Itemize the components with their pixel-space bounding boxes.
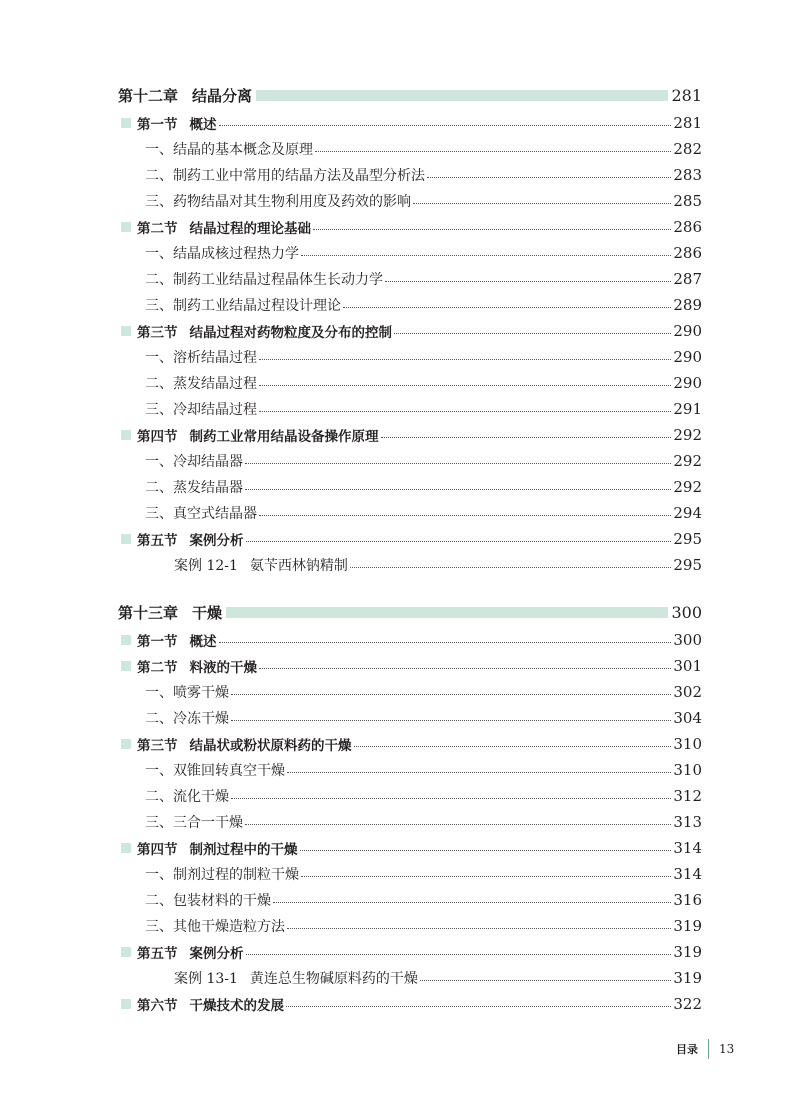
toc-item[interactable] xyxy=(118,679,702,705)
page-number: 286 xyxy=(673,244,702,262)
section-marker-icon xyxy=(121,661,131,671)
toc-section[interactable] xyxy=(118,835,702,861)
page-number: 304 xyxy=(673,709,702,727)
dot-leader xyxy=(259,359,671,360)
page-number: 319 xyxy=(673,943,702,961)
section-number: 第二节 xyxy=(137,660,178,676)
dot-leader xyxy=(231,798,671,799)
toc-item[interactable] xyxy=(118,887,702,913)
toc-section[interactable] xyxy=(118,731,702,757)
toc-section[interactable] xyxy=(118,318,702,344)
item-title: 一、双锥回转真空干燥 xyxy=(145,763,285,779)
toc-section[interactable] xyxy=(118,653,702,679)
item-title: 三、真空式结晶器 xyxy=(145,506,257,522)
page-number: 289 xyxy=(673,296,702,314)
toc-item[interactable] xyxy=(118,396,702,422)
dot-leader xyxy=(420,980,671,981)
toc-section[interactable] xyxy=(118,110,702,136)
section-title: 案例分析 xyxy=(189,533,244,549)
item-title: 一、结晶的基本概念及原理 xyxy=(145,142,313,158)
dot-leader xyxy=(354,746,672,747)
section-title: 干燥技术的发展 xyxy=(189,998,284,1014)
item-title: 二、包装材料的干燥 xyxy=(145,893,271,909)
toc-section[interactable] xyxy=(118,991,702,1017)
dot-leader xyxy=(300,850,672,851)
section-title: 结晶过程的理论基础 xyxy=(189,221,311,237)
page-number: 292 xyxy=(673,452,702,470)
dot-leader xyxy=(315,151,671,152)
toc-item[interactable] xyxy=(118,292,702,318)
item-title: 三、药物结晶对其生物利用度及药效的影响 xyxy=(145,194,411,210)
toc-section[interactable] xyxy=(118,214,702,240)
section-number: 第四节 xyxy=(137,429,178,445)
dot-leader xyxy=(394,333,671,334)
section-title: 概述 xyxy=(189,634,217,650)
section-number: 第一节 xyxy=(137,117,178,133)
page-number: 295 xyxy=(673,556,702,574)
page-number: 301 xyxy=(673,657,702,675)
section-title: 制药工业常用结晶设备操作原理 xyxy=(189,429,379,445)
toc-item[interactable] xyxy=(118,370,702,396)
chapter-heading[interactable] xyxy=(118,82,702,108)
dot-leader xyxy=(259,515,671,516)
section-title: 结晶过程对药物粒度及分布的控制 xyxy=(189,325,392,341)
dot-leader xyxy=(301,876,671,877)
chapter-accent-bar xyxy=(226,607,668,618)
item-title: 一、结晶成核过程热力学 xyxy=(145,246,299,262)
toc-item[interactable] xyxy=(118,448,702,474)
toc-item[interactable] xyxy=(118,809,702,835)
footer-label: 目录 xyxy=(676,1043,698,1056)
page-number: 292 xyxy=(673,426,702,444)
case-title: 氨苄西林钠精制 xyxy=(249,558,348,574)
page-number: 300 xyxy=(673,631,702,649)
chapter-title: 干燥 xyxy=(192,603,223,622)
dot-leader xyxy=(259,668,671,669)
section-marker-icon xyxy=(121,843,131,853)
chapter-title: 结晶分离 xyxy=(192,86,253,105)
toc-item[interactable] xyxy=(118,705,702,731)
page-number: 316 xyxy=(673,891,702,909)
toc-item[interactable] xyxy=(118,861,702,887)
item-title: 一、溶析结晶过程 xyxy=(145,350,257,366)
section-marker-icon xyxy=(121,430,131,440)
page-number: 314 xyxy=(673,839,702,857)
toc-item[interactable] xyxy=(118,162,702,188)
section-marker-icon xyxy=(121,222,131,232)
page-footer xyxy=(676,1038,734,1060)
case-number: 案例 13-1 xyxy=(174,971,238,987)
toc-item[interactable] xyxy=(118,266,702,292)
page-number: 294 xyxy=(673,504,702,522)
toc-section[interactable] xyxy=(118,526,702,552)
page-number: 285 xyxy=(673,192,702,210)
dot-leader xyxy=(231,694,671,695)
chapter-gap xyxy=(118,578,702,599)
item-title: 三、制药工业结晶过程设计理论 xyxy=(145,298,341,314)
toc-item[interactable] xyxy=(118,500,702,526)
section-title: 制剂过程中的干燥 xyxy=(189,842,298,858)
dot-leader xyxy=(259,411,671,412)
toc-item[interactable] xyxy=(118,240,702,266)
dot-leader xyxy=(245,489,671,490)
item-title: 二、蒸发结晶器 xyxy=(145,480,243,496)
section-number: 第六节 xyxy=(137,998,178,1014)
section-marker-icon xyxy=(121,739,131,749)
section-marker-icon xyxy=(121,326,131,336)
page-number: 282 xyxy=(673,140,702,158)
dot-leader xyxy=(259,385,671,386)
dot-leader xyxy=(273,902,671,903)
dot-leader xyxy=(413,203,671,204)
dot-leader xyxy=(287,772,671,773)
section-number: 第五节 xyxy=(137,946,178,962)
page-number: 302 xyxy=(673,683,702,701)
item-title: 二、冷冻干燥 xyxy=(145,711,229,727)
section-marker-icon xyxy=(121,999,131,1009)
dot-leader xyxy=(313,229,671,230)
footer-page-number: 13 xyxy=(719,1042,735,1056)
section-marker-icon xyxy=(121,635,131,645)
item-title: 二、蒸发结晶过程 xyxy=(145,376,257,392)
item-title: 二、制药工业结晶过程晶体生长动力学 xyxy=(145,272,383,288)
section-marker-icon xyxy=(121,118,131,128)
section-title: 概述 xyxy=(189,117,217,133)
page-number: 290 xyxy=(673,322,702,340)
item-title: 三、冷却结晶过程 xyxy=(145,402,257,418)
footer-divider xyxy=(708,1039,709,1059)
item-title: 三、三合一干燥 xyxy=(145,815,243,831)
section-title: 案例分析 xyxy=(189,946,244,962)
item-title: 二、流化干燥 xyxy=(145,789,229,805)
toc-item[interactable] xyxy=(118,188,702,214)
section-marker-icon xyxy=(121,534,131,544)
section-number: 第五节 xyxy=(137,533,178,549)
page-number: 313 xyxy=(673,813,702,831)
item-title: 一、冷却结晶器 xyxy=(145,454,243,470)
case-title: 黄连总生物碱原料药的干燥 xyxy=(249,971,418,987)
toc-item[interactable] xyxy=(118,136,702,162)
dot-leader xyxy=(246,954,672,955)
page-number: 310 xyxy=(673,761,702,779)
item-title: 一、喷雾干燥 xyxy=(145,685,229,701)
toc-item[interactable] xyxy=(118,344,702,370)
case-number: 案例 12-1 xyxy=(174,558,238,574)
chapter-page: 281 xyxy=(671,85,702,105)
dot-leader xyxy=(343,307,671,308)
dot-leader xyxy=(350,567,671,568)
dot-leader xyxy=(231,720,671,721)
page-number: 290 xyxy=(673,348,702,366)
dot-leader xyxy=(301,255,671,256)
dot-leader xyxy=(287,928,671,929)
dot-leader xyxy=(219,125,672,126)
section-number: 第四节 xyxy=(137,842,178,858)
toc-item[interactable] xyxy=(118,913,702,939)
page-number: 283 xyxy=(673,166,702,184)
item-title: 二、制药工业中常用的结晶方法及晶型分析法 xyxy=(145,168,425,184)
item-title: 三、其他干燥造粒方法 xyxy=(145,919,285,935)
toc-item[interactable] xyxy=(118,474,702,500)
page-number: 290 xyxy=(673,374,702,392)
item-title: 一、制剂过程的制粒干燥 xyxy=(145,867,299,883)
page-number: 292 xyxy=(673,478,702,496)
page-number: 322 xyxy=(673,995,702,1013)
chapter-number: 第十二章 xyxy=(118,86,179,105)
page-number: 286 xyxy=(673,218,702,236)
chapter-accent-bar xyxy=(256,90,668,101)
toc-case[interactable] xyxy=(118,552,702,578)
dot-leader xyxy=(381,437,672,438)
chapter-heading[interactable] xyxy=(118,599,702,625)
section-title: 结晶状或粉状原料药的干燥 xyxy=(189,738,352,754)
toc-item[interactable] xyxy=(118,757,702,783)
page-number: 319 xyxy=(673,969,702,987)
chapter-page: 300 xyxy=(671,602,702,622)
page-number: 291 xyxy=(673,400,702,418)
dot-leader xyxy=(245,463,671,464)
dot-leader xyxy=(286,1006,671,1007)
toc-case[interactable] xyxy=(118,965,702,991)
page-number: 312 xyxy=(673,787,702,805)
page-number: 281 xyxy=(673,114,702,132)
toc-section[interactable] xyxy=(118,422,702,448)
table-of-contents xyxy=(118,82,702,1017)
toc-item[interactable] xyxy=(118,783,702,809)
page-number: 314 xyxy=(673,865,702,883)
dot-leader xyxy=(427,177,671,178)
page-number: 295 xyxy=(673,530,702,548)
page-number: 319 xyxy=(673,917,702,935)
section-number: 第三节 xyxy=(137,325,178,341)
dot-leader xyxy=(385,281,671,282)
dot-leader xyxy=(219,642,672,643)
section-marker-icon xyxy=(121,947,131,957)
dot-leader xyxy=(245,824,671,825)
toc-section[interactable] xyxy=(118,939,702,965)
section-number: 第三节 xyxy=(137,738,178,754)
section-number: 第一节 xyxy=(137,634,178,650)
page-number: 310 xyxy=(673,735,702,753)
page-number: 287 xyxy=(673,270,702,288)
toc-section[interactable] xyxy=(118,627,702,653)
section-title: 料液的干燥 xyxy=(189,660,257,676)
dot-leader xyxy=(246,541,672,542)
chapter-number: 第十三章 xyxy=(118,603,179,622)
section-number: 第二节 xyxy=(137,221,178,237)
